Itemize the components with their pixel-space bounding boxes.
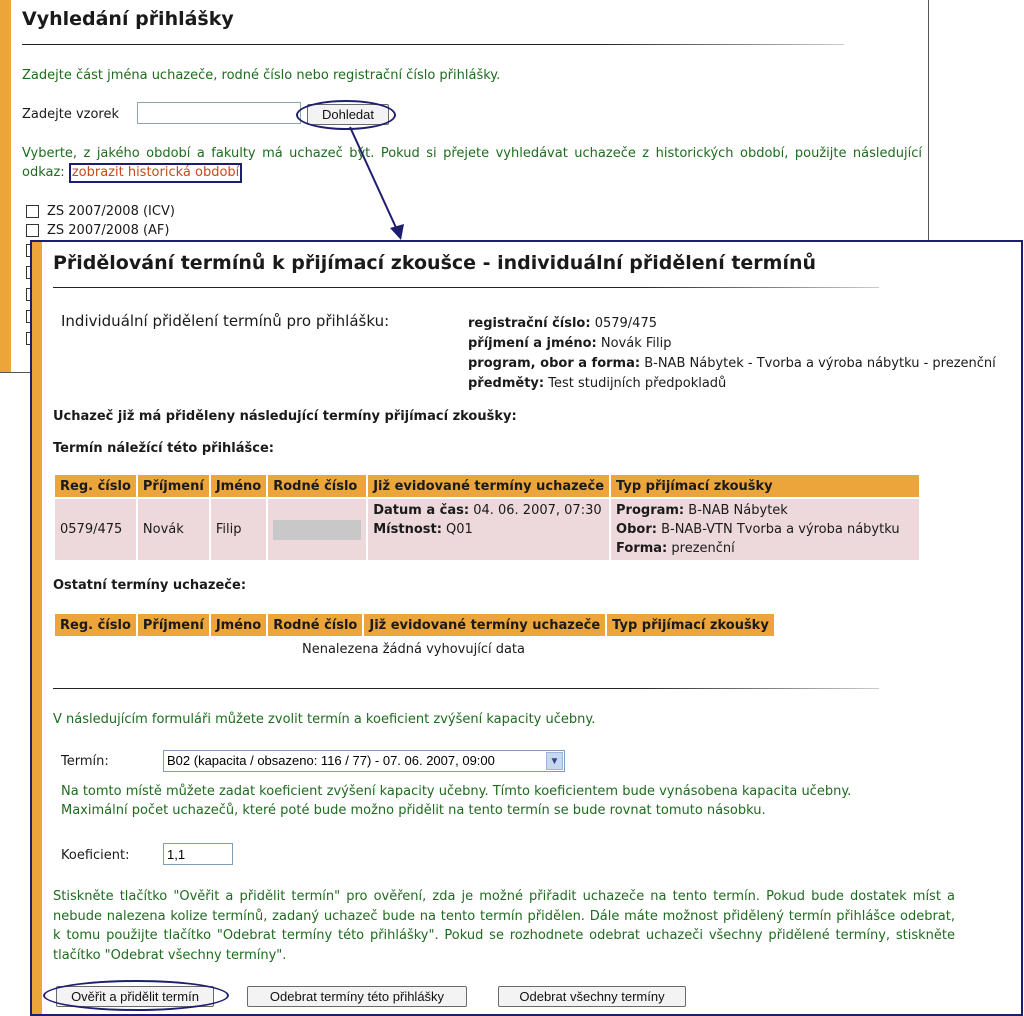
assigned-terms-table bbox=[53, 473, 921, 562]
detail-value: Novák Filip bbox=[600, 336, 672, 351]
final-note: Stiskněte tlačítko "Ověřit a přidělit termín" pro ověření, zda je možné přiřadit uchazeče na tento termín. Pokud bude dostatek míst a nebude nalezena kolize termínů, zadaný uchazeč bude na tento termín přidělen. Dále máte možnost přidělený termín přihlášce odebrat, k tomu použijte tlačítko "Odebrat termíny této přihlášky". Pokud se rozhodnete odebrat uchazeči všechny přidělené termíny, stiskněte tlačítko "Odebrat všechny termíny". bbox=[53, 889, 955, 963]
term-select-value: B02 (kapacita / obsazeno: 116 / 77) - 07. 06. 2007, 09:00 bbox=[167, 753, 495, 768]
detail-label: registrační číslo: bbox=[468, 316, 591, 331]
table-row bbox=[55, 499, 919, 560]
other-terms-table bbox=[53, 612, 776, 638]
col-surname: Příjmení bbox=[138, 475, 209, 497]
col-surname: Příjmení bbox=[138, 614, 209, 636]
term-label: Termín: bbox=[61, 754, 109, 769]
assigned-heading: Uchazeč již má přiděleny následující termíny přijímací zkoušky: bbox=[53, 409, 517, 424]
remove-this-terms-button[interactable]: Odebrat termíny této přihlášky bbox=[247, 986, 467, 1007]
cell-reg: 0579/475 bbox=[55, 499, 136, 560]
page-title: Přidělování termínů k přijímací zkoušce - individuální přidělení termínů bbox=[53, 252, 817, 274]
accent-stripe bbox=[32, 242, 42, 1014]
col-exam-type: Typ přijímací zkoušky bbox=[611, 475, 919, 497]
form-intro: V následujícím formuláři můžete zvolit termín a koeficient zvýšení kapacity učebny. bbox=[53, 712, 596, 727]
highlight-oval bbox=[43, 980, 229, 1011]
no-data-message: Nenalezena žádná vyhovující data bbox=[302, 642, 525, 657]
col-birth-number: Rodné číslo bbox=[268, 614, 362, 636]
col-reg: Reg. číslo bbox=[55, 614, 136, 636]
col-exam-type: Typ přijímací zkoušky bbox=[607, 614, 774, 636]
table-header-row bbox=[55, 475, 919, 497]
term-room: Místnost: Q01 bbox=[373, 522, 473, 537]
period-text: Vyberte, z jakého období a fakulty má uchazeč být. Pokud si přejete vyhledávat uchazeče z historických období, použijte následující odkaz: bbox=[22, 146, 922, 180]
detail-value: Test studijních předpokladů bbox=[548, 376, 727, 391]
history-link[interactable]: zobrazit historická období bbox=[71, 165, 240, 180]
verify-assign-button[interactable]: Ověřit a přidělit termín bbox=[56, 986, 214, 1007]
section-label: Individuální přidělení termínů pro přihlášku: bbox=[61, 312, 390, 330]
exam-program: Program: B-NAB Nábytek bbox=[616, 503, 788, 518]
redacted-birth-number bbox=[273, 520, 361, 540]
connector-arrow-icon bbox=[0, 0, 1024, 260]
chevron-down-icon[interactable]: ▼ bbox=[546, 752, 563, 770]
search-instruction: Zadejte část jména uchazeče, rodné číslo nebo registrační číslo přihlášky. bbox=[22, 68, 501, 83]
detail-label: příjmení a jméno: bbox=[468, 336, 597, 351]
detail-row bbox=[468, 334, 996, 354]
pattern-label: Zadejte vzorek bbox=[22, 107, 120, 122]
coefficient-label: Koeficient: bbox=[61, 848, 130, 863]
cell-exam-type bbox=[611, 499, 919, 560]
this-application-heading: Termín náležící této přihlášce: bbox=[53, 441, 274, 456]
remove-all-terms-button[interactable]: Odebrat všechny termíny bbox=[498, 986, 686, 1007]
period-label: ZS 2007/2008 (AF) bbox=[47, 223, 170, 238]
search-button[interactable]: Dohledat bbox=[307, 104, 389, 125]
col-reg: Reg. číslo bbox=[55, 475, 136, 497]
exam-form: Forma: prezenční bbox=[616, 541, 735, 556]
cell-surname: Novák bbox=[138, 499, 209, 560]
assign-term-window bbox=[30, 240, 1023, 1016]
divider bbox=[53, 287, 879, 288]
other-terms-heading: Ostatní termíny uchazeče: bbox=[53, 578, 247, 593]
col-name: Jméno bbox=[211, 614, 266, 636]
cell-birth-number bbox=[268, 499, 366, 560]
col-name: Jméno bbox=[211, 475, 266, 497]
application-details bbox=[468, 314, 996, 394]
detail-value: 0579/475 bbox=[594, 316, 657, 331]
detail-row bbox=[468, 354, 996, 374]
detail-value: B-NAB Nábytek - Tvorba a výroba nábytku - prezenční bbox=[644, 356, 996, 371]
coefficient-note: Na tomto místě můžete zadat koeficient zvýšení kapacity učebny. Tímto koeficientem bude vynásobena kapacita učebny. Maximální počet uchazečů, které poté bude možno přidělit na tento termín se bude rovnat tomuto násobku. bbox=[61, 784, 852, 818]
exam-field: Obor: B-NAB-VTN Tvorba a výroba nábytku bbox=[616, 522, 900, 537]
page-title: Vyhledání přihlášky bbox=[22, 8, 234, 30]
col-registered-terms: Již evidované termíny uchazeče bbox=[364, 614, 605, 636]
detail-label: program, obor a forma: bbox=[468, 356, 641, 371]
table-header-row bbox=[55, 614, 774, 636]
divider bbox=[53, 688, 879, 689]
cell-registered-terms bbox=[368, 499, 609, 560]
detail-row bbox=[468, 314, 996, 334]
col-birth-number: Rodné číslo bbox=[268, 475, 366, 497]
term-select[interactable] bbox=[163, 750, 565, 772]
detail-label: předměty: bbox=[468, 376, 545, 391]
period-label: ZS 2007/2008 (ICV) bbox=[47, 204, 175, 219]
cell-name: Filip bbox=[211, 499, 266, 560]
coefficient-input[interactable] bbox=[163, 843, 233, 865]
detail-row bbox=[468, 374, 996, 394]
col-registered-terms: Již evidované termíny uchazeče bbox=[368, 475, 609, 497]
term-date: Datum a čas: 04. 06. 2007, 07:30 bbox=[373, 503, 602, 518]
